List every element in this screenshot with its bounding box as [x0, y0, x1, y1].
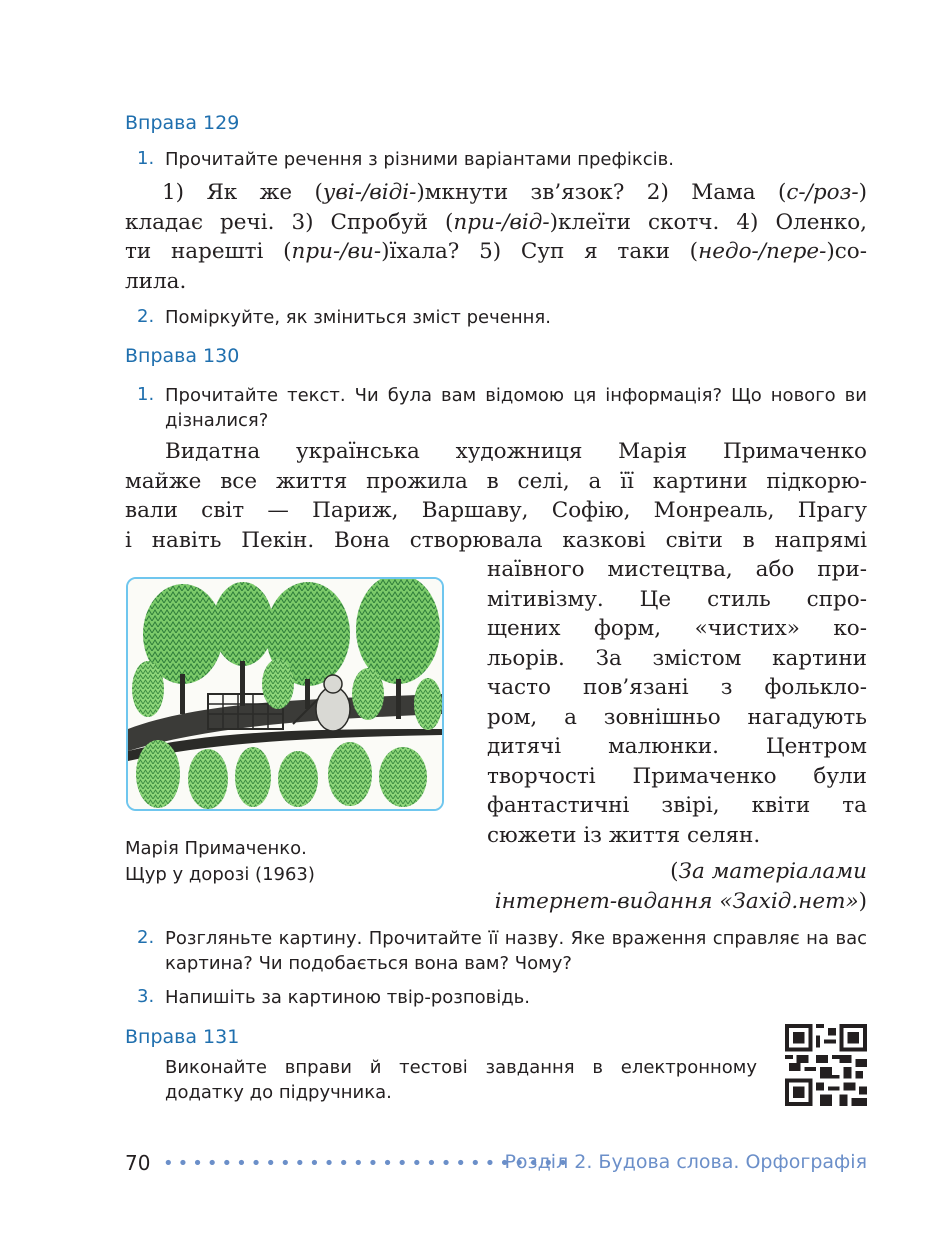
text-narrow: [487, 555, 867, 850]
source-citation: (За матеріалами інтернет-видання «Захід.нет»): [494, 859, 867, 914]
sentence-line: ти нарешті (при-/ви-)їхала? 5) Суп я таки (недо-/пере-)со-: [125, 239, 867, 264]
text-line: Видатна українська художниця Марія Примаченко: [165, 439, 867, 464]
task-number: 1.: [137, 148, 155, 169]
task-text: Поміркуйте, як зміниться зміст речення.: [165, 307, 551, 328]
text-line: творчості Примаченко були: [487, 763, 867, 789]
text-line: ром, а зовнішньо нагадують: [487, 704, 867, 730]
task-text: Прочитайте речення з різними варіантами префіксів.: [165, 149, 674, 170]
page-number: 70: [125, 1151, 151, 1175]
task-number: 2.: [137, 927, 155, 948]
text-line: сюжети із життя селян.: [487, 822, 761, 848]
task-text: Напишіть за картиною твір-розповідь.: [165, 987, 531, 1008]
sentence-line: 1) Як же (уві-/віді-)мкнути зв’язок? 2) Мама (с-/роз-): [162, 180, 867, 205]
task-text: Прочитайте текст. Чи була вам відомою ця інформація? Що нового ви дізналися?: [165, 385, 867, 431]
exercise-130-heading: Вправа 130: [125, 345, 240, 367]
text-line: вали світ — Париж, Варшаву, Софію, Монреаль, Прагу: [125, 498, 867, 523]
task-number: 3.: [137, 986, 155, 1007]
task-text: Розгляньте картину. Прочитайте її назву. Яке враження справляє на вас картина? Чи подобається вона вам? Чому?: [165, 928, 867, 974]
sentence-line: кладає речі. 3) Спробуй (при-/від-)клеїти скотч. 4) Оленко,: [125, 209, 867, 235]
task-text: Виконайте вправи й тестові завдання в електронному додатку до підручника.: [165, 1057, 757, 1103]
painting-image: [126, 577, 444, 811]
text-line: і навіть Пекін. Вона створювала казкові світи в напрямі: [125, 527, 867, 553]
exercise-129-heading: Вправа 129: [125, 112, 240, 134]
painting-illustration: [128, 579, 442, 809]
section-title: Розділ 2. Будова слова. Орфографія: [504, 1151, 867, 1173]
sentence-line: лила.: [125, 268, 187, 294]
text-line: часто пов’язані з фолькло-: [487, 675, 867, 700]
text-line: мітивізму. Це стиль спро-: [487, 586, 867, 612]
text-line: льорів. За змістом картини: [487, 645, 867, 671]
text-line: щених форм, «чистих» ко-: [487, 616, 867, 641]
task-number: 1.: [137, 384, 155, 405]
text-line: наївного мистецтва, або при-: [487, 557, 867, 582]
text-line: майже все життя прожила в селі, а її картини підкорю-: [125, 468, 867, 494]
text-line: дитячі малюнки. Центром: [487, 734, 867, 759]
task-number: 2.: [137, 306, 155, 327]
painting-caption: Марія Примаченко. Щур у дорозі (1963): [125, 838, 315, 885]
exercise-129-sentences: [125, 178, 867, 296]
exercise-131-heading: Вправа 131: [125, 1026, 240, 1048]
qr-code-icon[interactable]: [785, 1024, 867, 1106]
footer-dots: ••••••••••••••••••••••••••••: [163, 1153, 573, 1174]
text-main: [125, 437, 867, 555]
text-line: фантастичні звірі, квіти та: [487, 793, 867, 818]
